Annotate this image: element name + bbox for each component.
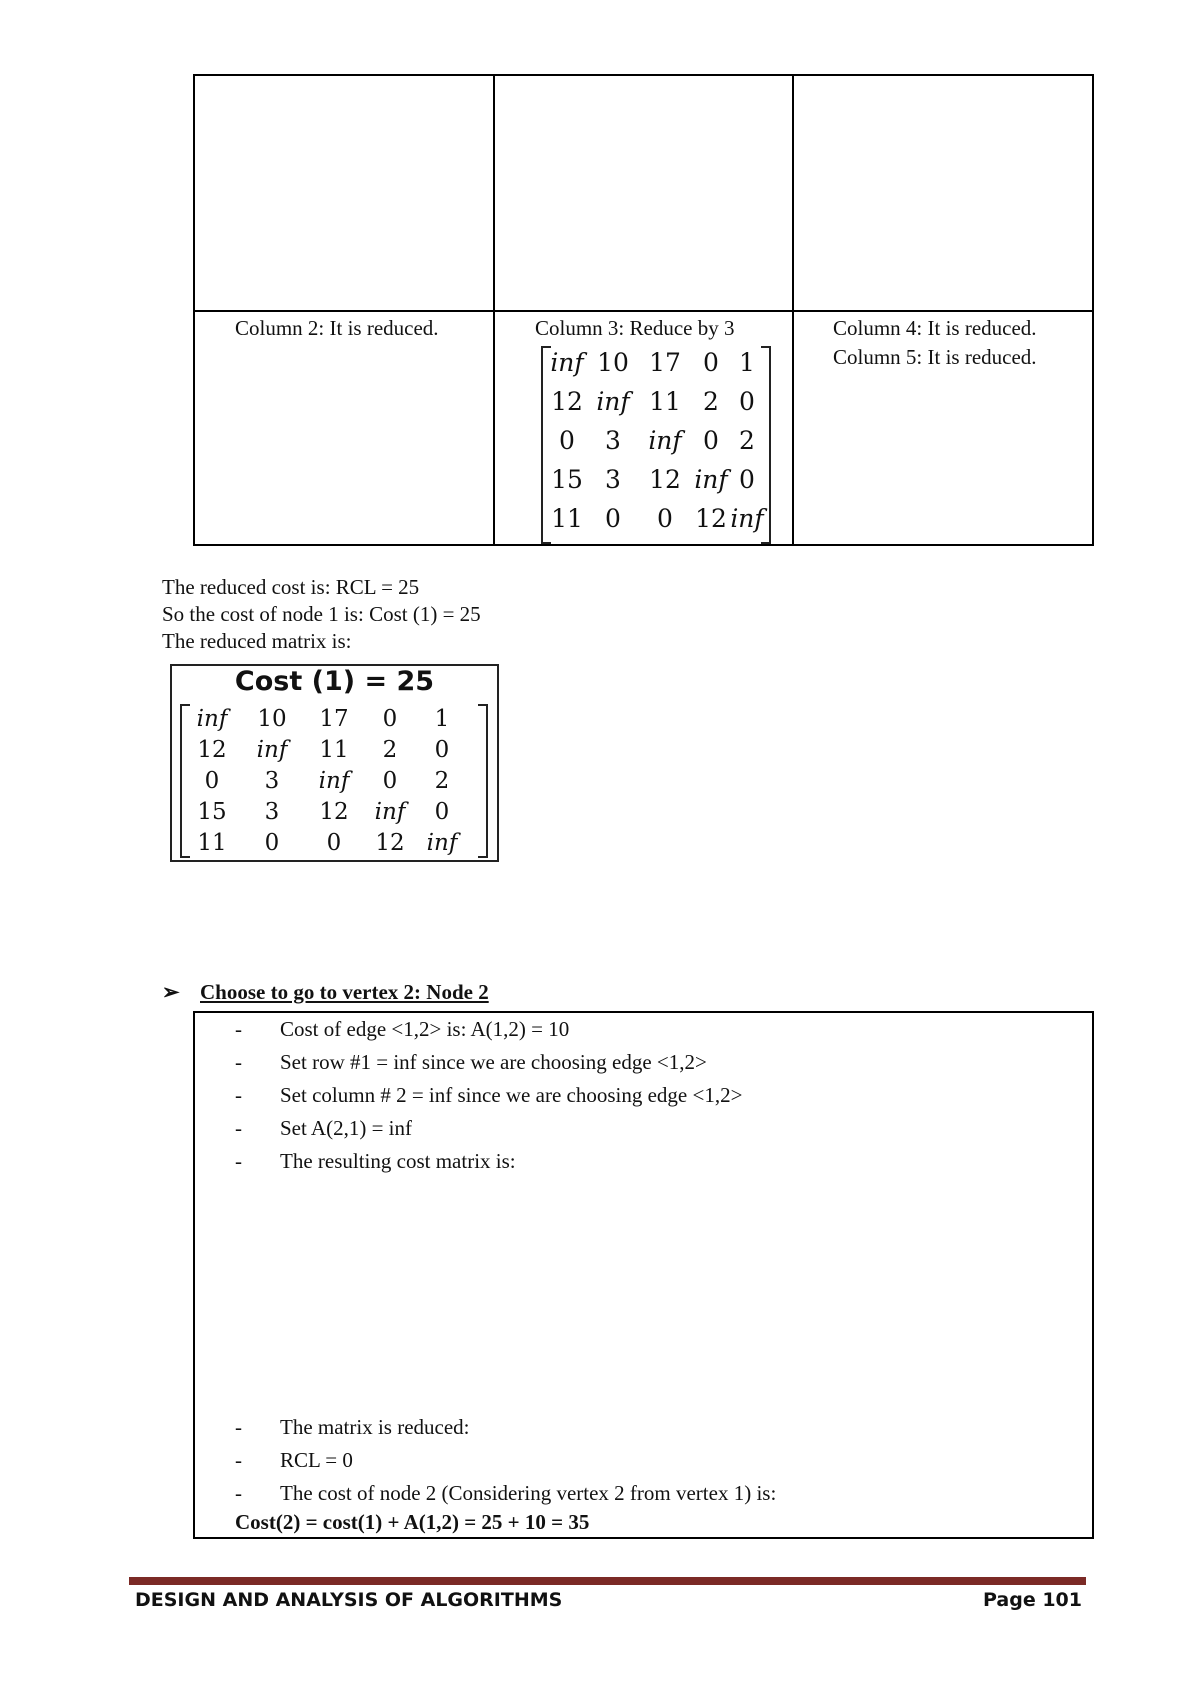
matrix-cell: 0	[434, 737, 450, 763]
matrix-cell: 3	[264, 799, 280, 825]
matrix-cell: 12	[319, 799, 349, 825]
matrix-cell: 0	[739, 387, 755, 416]
matrix-cell: inf	[256, 737, 288, 763]
dash-bullet: -	[235, 1116, 242, 1140]
dash-bullet: -	[235, 1050, 242, 1074]
node-2-heading	[162, 980, 489, 1005]
matrix-cell: 0	[204, 768, 220, 794]
matrix-cell: 2	[703, 387, 719, 416]
footer-course-title: DESIGN AND ANALYSIS OF ALGORITHMS	[135, 1589, 563, 1611]
list-item-text: Set column # 2 = inf since we are choosing edge <1,2>	[280, 1083, 743, 1107]
matrix-cell: inf	[596, 387, 630, 416]
matrix-cell: 11	[649, 387, 681, 416]
cost-1-title: Cost (1) = 25	[234, 666, 435, 697]
matrix-cell: 15	[197, 799, 227, 825]
matrix-cell: inf	[318, 768, 350, 794]
matrix-cell: 0	[382, 706, 398, 732]
matrix-row	[541, 348, 771, 387]
matrix-cell: 3	[605, 426, 621, 455]
col1-text: Column 2: It is reduced.	[235, 316, 439, 340]
matrix-cell: 11	[551, 504, 583, 533]
matrix-cell: 15	[551, 465, 583, 494]
matrix-row	[180, 737, 488, 768]
list-item	[235, 1149, 516, 1174]
matrix-cell: 0	[326, 830, 342, 856]
matrix-cell: 2	[434, 768, 450, 794]
list-item-text: The matrix is reduced:	[280, 1415, 470, 1439]
node-2-heading-text: Choose to go to vertex 2: Node 2	[200, 980, 489, 1004]
matrix-cell: 0	[434, 799, 450, 825]
matrix-cell: 2	[739, 426, 755, 455]
matrix-cell: 12	[649, 465, 681, 494]
matrix-cell: 11	[197, 830, 227, 856]
column-3-reduced-matrix	[541, 346, 771, 544]
list-item-text: Set row #1 = inf since we are choosing edge <1,2>	[280, 1050, 707, 1074]
matrix-cell: 12	[375, 830, 405, 856]
node1-cost-text: So the cost of node 1 is: Cost (1) = 25	[162, 602, 481, 626]
matrix-cell: inf	[694, 465, 728, 494]
matrix-cell: 0	[703, 348, 719, 377]
dash-bullet: -	[235, 1149, 242, 1173]
dash-bullet: -	[235, 1448, 242, 1472]
matrix-cell: 12	[551, 387, 583, 416]
matrix-cell: 17	[319, 706, 349, 732]
col3-line1: Column 4: It is reduced.	[833, 316, 1037, 340]
dash-bullet: -	[235, 1017, 242, 1041]
matrix-cell: 3	[605, 465, 621, 494]
matrix-cell: 11	[319, 737, 349, 763]
list-item	[235, 1116, 412, 1141]
matrix-cell: 0	[605, 504, 621, 533]
col3-line2: Column 5: It is reduced.	[833, 345, 1037, 369]
page-number: Page 101	[983, 1589, 1082, 1611]
list-item-text: RCL = 0	[280, 1448, 353, 1472]
list-item-text: The resulting cost matrix is:	[280, 1149, 516, 1173]
node-2-cost-formula: Cost(2) = cost(1) + A(1,2) = 25 + 10 = 35	[235, 1510, 590, 1534]
list-item	[235, 1083, 742, 1108]
matrix-cell: 17	[649, 348, 681, 377]
list-item	[235, 1017, 569, 1042]
matrix-row	[541, 426, 771, 465]
matrix-cell: 1	[739, 348, 755, 377]
cost-1-box	[170, 664, 499, 862]
list-item-text: Set A(2,1) = inf	[280, 1116, 412, 1140]
matrix-cell: 0	[739, 465, 755, 494]
dash-bullet: -	[235, 1415, 242, 1439]
matrix-cell: inf	[730, 504, 764, 533]
list-item	[235, 1415, 470, 1440]
matrix-row	[180, 799, 488, 830]
matrix-cell: inf	[196, 706, 228, 732]
list-item-text: The cost of node 2 (Considering vertex 2 from vertex 1) is:	[280, 1481, 777, 1505]
matrix-cell: 12	[197, 737, 227, 763]
footer-rule	[129, 1577, 1086, 1585]
matrix-cell: 3	[264, 768, 280, 794]
cost-1-matrix	[180, 704, 488, 858]
matrix-row	[180, 768, 488, 799]
dash-bullet: -	[235, 1481, 242, 1505]
matrix-cell: inf	[426, 830, 458, 856]
matrix-cell: 10	[257, 706, 287, 732]
reduced-matrix-label: The reduced matrix is:	[162, 629, 352, 653]
matrix-cell: 12	[695, 504, 727, 533]
matrix-cell: 0	[559, 426, 575, 455]
matrix-row	[180, 830, 488, 861]
list-item	[235, 1448, 353, 1473]
matrix-row	[541, 504, 771, 543]
matrix-cell: 0	[703, 426, 719, 455]
matrix-cell: 2	[382, 737, 398, 763]
arrow-bullet-icon: ➢	[162, 980, 180, 1004]
matrix-cell: inf	[550, 348, 584, 377]
matrix-cell: 1	[434, 706, 450, 732]
matrix-row	[541, 465, 771, 504]
matrix-cell: inf	[648, 426, 682, 455]
matrix-cell: inf	[374, 799, 406, 825]
reduced-cost-text: The reduced cost is: RCL = 25	[162, 575, 420, 599]
matrix-cell: 0	[264, 830, 280, 856]
list-item	[235, 1481, 776, 1506]
matrix-row	[180, 706, 488, 737]
table-divider	[195, 310, 1092, 312]
node-2-box	[193, 1011, 1094, 1539]
dash-bullet: -	[235, 1083, 242, 1107]
list-item-text: Cost of edge <1,2> is: A(1,2) = 10	[280, 1017, 570, 1041]
reduction-table	[193, 74, 1094, 546]
col2-heading: Column 3: Reduce by 3	[535, 316, 735, 340]
matrix-cell: 0	[382, 768, 398, 794]
matrix-row	[541, 387, 771, 426]
list-item	[235, 1050, 707, 1075]
matrix-cell: 0	[657, 504, 673, 533]
matrix-cell: 10	[597, 348, 629, 377]
